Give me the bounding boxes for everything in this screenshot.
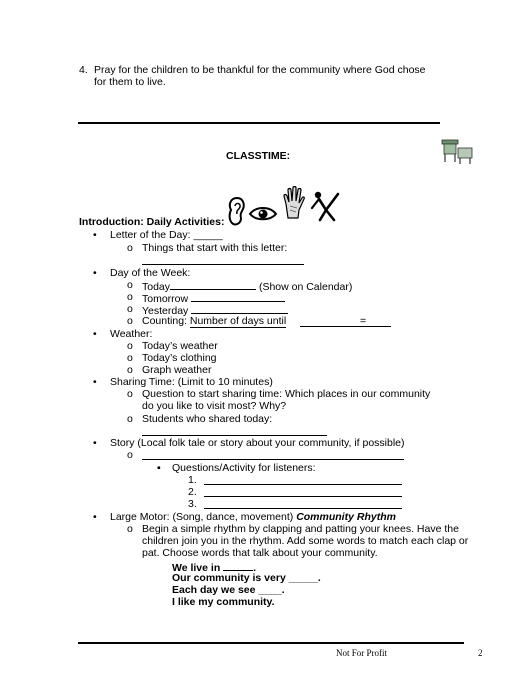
sub-bullet: o xyxy=(127,303,133,315)
footer-note: Not For Profit xyxy=(336,648,388,658)
write-line xyxy=(142,264,304,265)
bullet: • xyxy=(93,376,97,388)
write-line xyxy=(204,508,402,509)
counting-line: Counting: Number of days until xyxy=(142,315,287,327)
eye-icon xyxy=(248,204,278,224)
motor-para-2: children join you in the rhythm. Add some words to match each clap or xyxy=(142,535,469,547)
question-num: 3. xyxy=(188,498,197,510)
bullet: • xyxy=(93,437,97,449)
item-number: 4. xyxy=(79,64,88,76)
sharing-question-1: Question to start sharing time: Which places in our community xyxy=(142,388,431,400)
classtime-heading: CLASSTIME: xyxy=(226,150,291,162)
ear-icon xyxy=(226,196,246,228)
yesterday-line: Yesterday xyxy=(142,303,288,317)
bullet: • xyxy=(93,511,97,523)
sub-bullet: o xyxy=(127,291,133,303)
sub-bullet: o xyxy=(127,279,133,291)
sub-bullet: o xyxy=(127,340,133,352)
sharing-question-2: do you like to visit most? Why? xyxy=(142,400,287,412)
story: Story (Local folk tale or story about your community, if possible) xyxy=(110,437,405,449)
students-shared: Students who shared today: xyxy=(142,413,273,425)
tomorrow-line: Tomorrow xyxy=(142,291,285,305)
counting-underline xyxy=(300,326,391,327)
chant-line-3: Each day we see ____. xyxy=(172,584,285,596)
pray-line-2: for them to live. xyxy=(94,76,166,88)
chant-line-4: I like my community. xyxy=(172,596,275,608)
page-number: 2 xyxy=(478,648,483,658)
top-divider xyxy=(78,122,440,124)
today-line: Today (Show on Calendar) xyxy=(142,281,353,293)
sub-bullet: o xyxy=(127,364,133,376)
square-bullet: ▪ xyxy=(157,462,161,474)
blank xyxy=(191,303,288,314)
weather-item: Today’s weather xyxy=(142,340,218,352)
blank xyxy=(170,279,256,290)
sub-bullet: o xyxy=(127,242,133,254)
weather: Weather: xyxy=(110,328,153,340)
bullet: • xyxy=(93,229,97,241)
hand-icon xyxy=(282,186,306,220)
sub-bullet: o xyxy=(127,388,133,400)
bullet: • xyxy=(93,328,97,340)
weather-item: Today’s clothing xyxy=(142,352,217,364)
motor-para-3: pat. Choose words that talk about your community. xyxy=(142,547,378,559)
counting-equals: = xyxy=(360,315,367,327)
write-line xyxy=(142,435,327,436)
weather-item: Graph weather xyxy=(142,364,212,376)
pray-line-1: Pray for the children to be thankful for the community where God chose xyxy=(94,64,426,76)
letter-of-day: Letter of the Day: _____ xyxy=(110,229,223,241)
chant-line-2: Our community is very _____. xyxy=(172,572,321,584)
blank xyxy=(191,291,285,302)
write-line xyxy=(204,496,402,497)
chant-line-1: We live in . xyxy=(172,562,257,574)
write-line xyxy=(204,484,402,485)
motor-para-1: Begin a simple rhythm by clapping and patting your knees. Have the xyxy=(142,523,459,535)
sub-bullet: o xyxy=(127,523,133,535)
sub-bullet: o xyxy=(127,352,133,364)
write-line xyxy=(142,459,404,460)
questions-activity: Questions/Activity for listeners: xyxy=(172,462,316,474)
question-num: 1. xyxy=(188,474,197,486)
desk-icon xyxy=(440,136,476,166)
sub-bullet: o xyxy=(127,413,133,425)
sub-bullet: o xyxy=(127,315,133,327)
stretching-figure-icon xyxy=(308,190,346,222)
day-of-week: Day of the Week: xyxy=(110,267,191,279)
large-motor: Large Motor: (Song, dance, movement) Community Rhythm xyxy=(110,511,396,523)
sharing-time: Sharing Time: (Limit to 10 minutes) xyxy=(110,376,273,388)
question-num: 2. xyxy=(188,486,197,498)
footer-divider xyxy=(78,642,464,644)
intro-heading: Introduction: Daily Activities: xyxy=(79,216,225,228)
sub-bullet: o xyxy=(127,449,133,461)
blank xyxy=(223,560,253,571)
letter-things: Things that start with this letter: xyxy=(142,242,288,254)
bullet: • xyxy=(93,267,97,279)
